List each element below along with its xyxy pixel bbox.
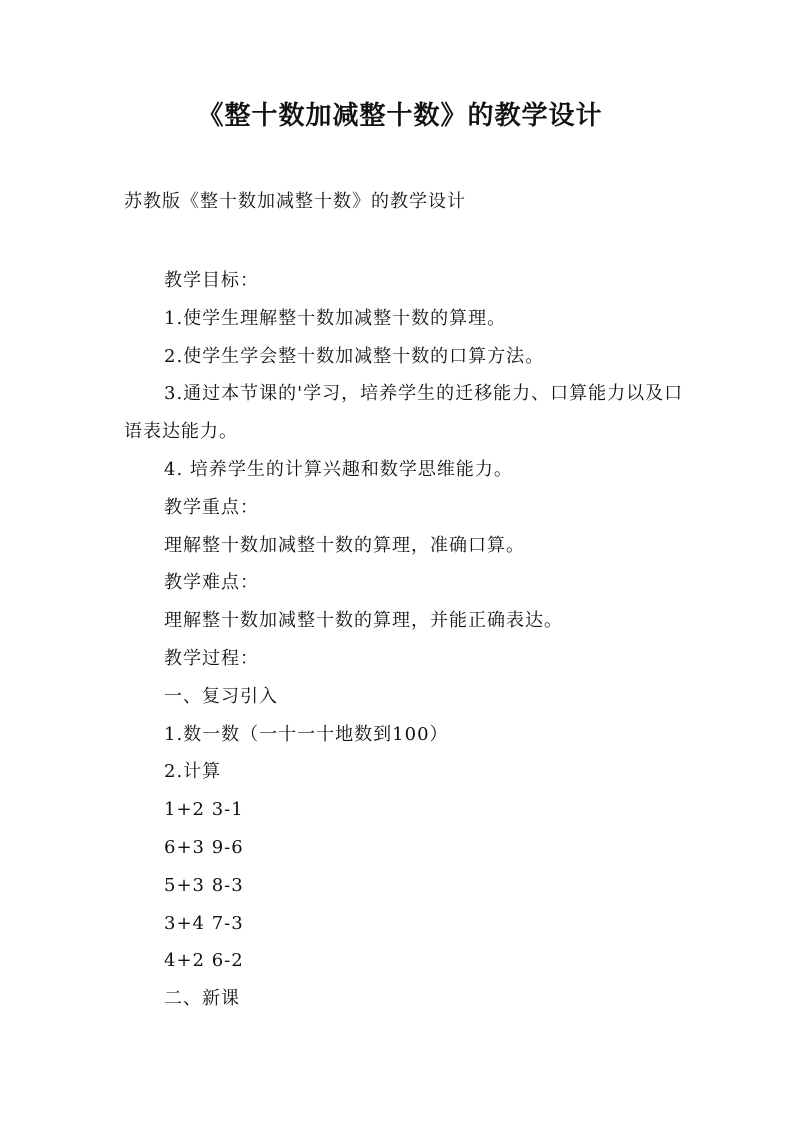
paragraph: 一、复习引入 [164, 685, 278, 707]
document-subtitle: 苏教版《整十数加减整十数》的教学设计 [124, 191, 466, 212]
paragraph: 5+3 8-3 [164, 874, 244, 896]
paragraph: 3.通过本节课的'学习，培养学生的迁移能力、口算能力以及口语表达能力。 [124, 383, 684, 443]
paragraph: 3+4 7-3 [164, 912, 244, 934]
paragraph: 理解整十数加减整十数的算理，并能正确表达。 [164, 610, 563, 632]
paragraph: 1+2 3-1 [164, 799, 244, 821]
paragraph: 1.使学生理解整十数加减整十数的算理。 [164, 307, 507, 329]
paragraph: 教学过程： [164, 647, 259, 669]
document-title: 《整十数加减整十数》的教学设计 [197, 101, 603, 131]
document-body [124, 262, 684, 1018]
paragraph: 6+3 9-6 [164, 836, 244, 858]
paragraph: 理解整十数加减整十数的算理，准确口算。 [164, 534, 525, 556]
paragraph: 二、新课 [164, 988, 240, 1010]
paragraph: 教学重点： [164, 496, 259, 518]
paragraph: 教学难点： [164, 572, 259, 594]
paragraph: 1.数一数（一十一十地数到100） [164, 723, 449, 745]
paragraph: 2.使学生学会整十数加减整十数的口算方法。 [164, 345, 545, 367]
paragraph: 2.计算 [164, 761, 222, 783]
paragraph: 教学目标： [164, 270, 259, 291]
paragraph: 4. 培养学生的计算兴趣和数学思维能力。 [164, 458, 513, 480]
paragraph: 4+2 6-2 [164, 950, 244, 972]
